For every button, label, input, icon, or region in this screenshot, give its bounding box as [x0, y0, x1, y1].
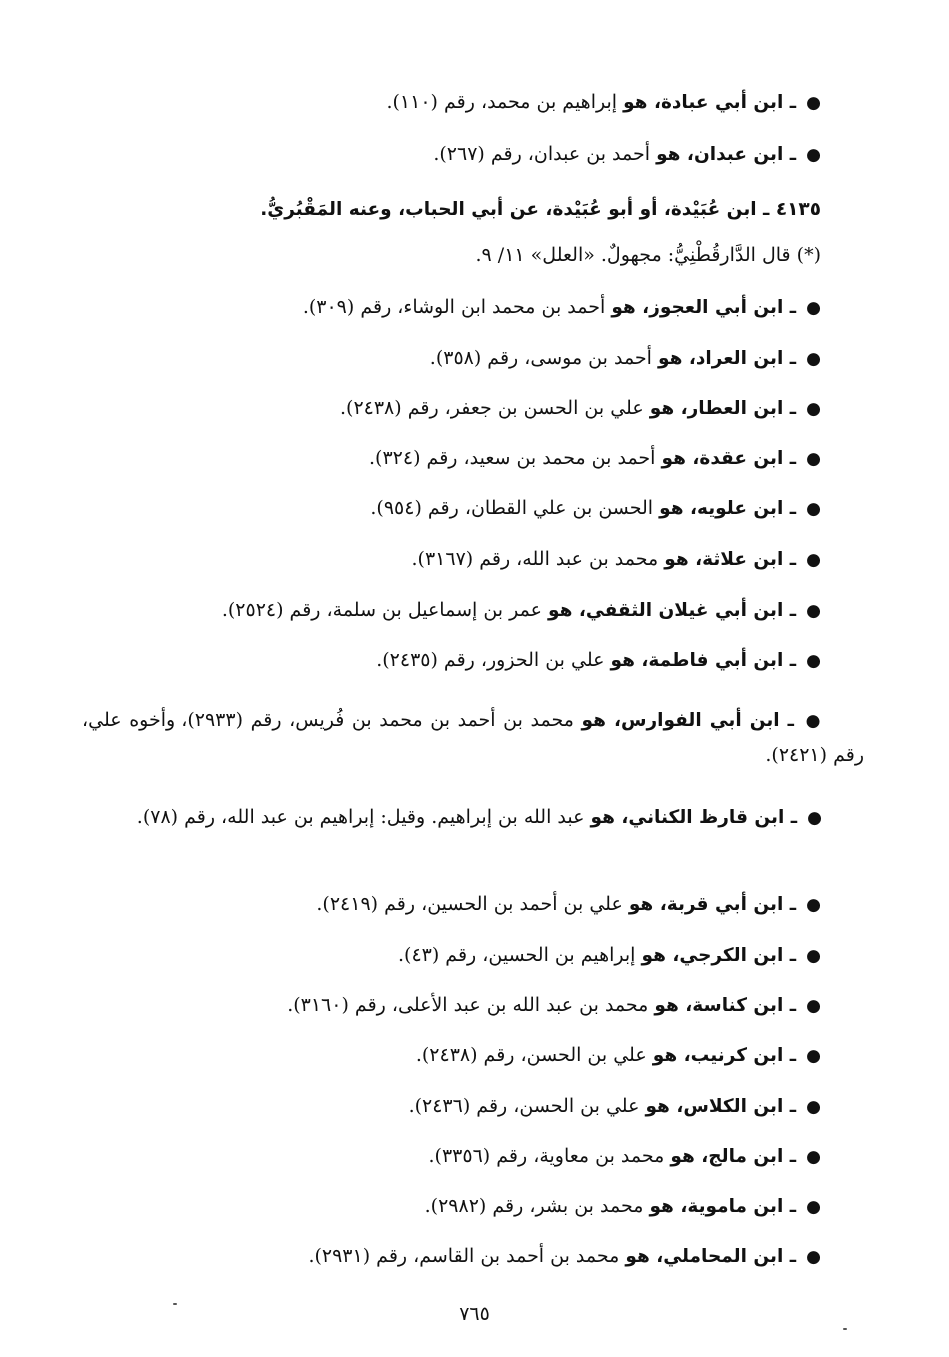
entry-name: ـ ابن علويه، هو [659, 498, 797, 519]
index-entry [82, 703, 864, 772]
bullet-icon: ● [806, 93, 821, 113]
numbered-entry-heading [260, 196, 821, 223]
index-entry [370, 495, 821, 522]
index-entry [340, 395, 821, 422]
entry-reference: محمد بن عبد الله، رقم (٣١٦٧). [411, 548, 665, 570]
entry-reference: أحمد بن محمد بن سعيد، رقم (٣٢٤). [369, 447, 662, 469]
index-entry [222, 597, 821, 624]
entry-name: ـ ابن الكرجي، هو [641, 945, 797, 966]
entry-name: ـ ابن عقدة، هو [661, 448, 797, 469]
bullet-icon: ● [806, 399, 821, 419]
bullet-icon: ● [805, 711, 822, 731]
entry-name: ـ ابن علاثة، هو [664, 549, 797, 570]
entry-reference: عبد الله بن إبراهيم. وقيل: إبراهيم بن عبد الله، رقم (٧٨). [136, 806, 591, 828]
entry-name: ـ ابن أبي غيلان الثقفي، هو [547, 600, 797, 621]
entry-name: ـ ابن أبي قربة، هو [628, 894, 797, 915]
index-entry [416, 1042, 821, 1069]
bullet-icon: ● [806, 601, 821, 621]
entry-name: ـ ابن أبي الفوارس، هو [581, 710, 794, 731]
index-entry [287, 992, 821, 1019]
entry-reference: محمد بن أحمد بن القاسم، رقم (٢٩٣١). [308, 1245, 626, 1267]
entry-name: ـ ابن عبدان، هو [656, 144, 797, 165]
entry-reference: عمر بن إسماعيل بن سلمة، رقم (٢٥٢٤). [221, 599, 548, 621]
index-entry [316, 891, 821, 918]
bullet-icon: ● [806, 1147, 821, 1167]
entry-name: ـ ابن أبي فاطمة، هو [610, 650, 797, 671]
index-entry [412, 546, 822, 573]
index-entry [376, 647, 821, 674]
bullet-icon: ● [807, 808, 822, 828]
entry-reference: محمد بن أحمد بن محمد بن فُريس، رقم (٢٩٣٣)، وأخوه علي، رقم (٢٤٢١). [82, 709, 864, 766]
entry-number: ٤١٣٥ [775, 199, 821, 220]
bullet-icon: ● [806, 349, 821, 369]
entry-reference: علي بن الحسن، رقم (٢٤٣٨). [415, 1044, 653, 1066]
bullet-icon: ● [806, 499, 821, 519]
entry-reference: أحمد بن موسى، رقم (٣٥٨). [429, 347, 658, 369]
bullet-icon: ● [806, 895, 821, 915]
bullet-icon: ● [806, 298, 821, 318]
entry-reference: محمد بن معاوية، رقم (٣٣٥٦). [428, 1145, 671, 1167]
bullet-icon: ● [806, 946, 821, 966]
index-entry [429, 1143, 821, 1170]
bullet-icon: ● [806, 1197, 821, 1217]
entry-name: ـ ابن أبي عبادة، هو [623, 92, 797, 113]
index-entry [430, 345, 821, 372]
bullet-icon: ● [806, 1247, 821, 1267]
entry-name: ـ ابن كرنيب، هو [652, 1045, 797, 1066]
bullet-icon: ● [806, 1097, 821, 1117]
entry-name: ـ ابن كناسة، هو [654, 995, 797, 1016]
entry-reference: علي بن أحمد بن الحسين، رقم (٢٤١٩). [316, 893, 629, 915]
index-entry [369, 445, 821, 472]
entry-reference: علي بن الحزور، رقم (٢٤٣٥). [376, 649, 611, 671]
scan-speck [843, 1328, 847, 1330]
entry-name: ـ ابن العطار، هو [649, 398, 797, 419]
entry-reference: محمد بن عبد الله بن عبد الأعلى، رقم (٣١٦٠). [287, 994, 655, 1016]
index-entry [386, 89, 821, 116]
entry-reference: إبراهيم بن الحسين، رقم (٤٣). [397, 944, 642, 966]
entry-name: ـ ابن العراد، هو [658, 348, 797, 369]
bullet-icon: ● [806, 996, 821, 1016]
index-entry [425, 1193, 821, 1220]
entry-reference: الحسن بن علي القطان، رقم (٩٥٤). [370, 497, 660, 519]
entry-reference: علي بن الحسن، رقم (٢٤٣٦). [408, 1095, 646, 1117]
bullet-icon: ● [806, 550, 821, 570]
page-number: ٧٦٥ [459, 1303, 490, 1325]
entry-name: ـ ابن مالج، هو [670, 1146, 797, 1167]
index-entry [303, 294, 821, 321]
entry-reference: أحمد بن عبدان، رقم (٢٦٧). [433, 143, 657, 165]
index-entry [82, 800, 864, 835]
entry-name: ـ ابن أبي العجوز، هو [611, 297, 797, 318]
entry-reference: إبراهيم بن محمد، رقم (١١٠). [386, 91, 624, 113]
note-text: (*) قال الدَّارقُطْنِيُّ: مجهولٌ. «العلل» ١١/ ٩. [475, 244, 821, 266]
entry-name: ـ ابن المحاملي، هو [625, 1246, 797, 1267]
index-entry [398, 942, 821, 969]
scan-speck [173, 1303, 177, 1305]
entry-reference: علي بن الحسن بن جعفر، رقم (٢٤٣٨). [339, 397, 650, 419]
bullet-icon: ● [806, 651, 821, 671]
index-entry [409, 1093, 821, 1120]
bullet-icon: ● [806, 145, 821, 165]
entry-reference: أحمد بن محمد ابن الوشاء، رقم (٣٠٩). [302, 296, 612, 318]
entry-name: ـ ابن ماموية، هو [649, 1196, 797, 1217]
numbered-entry-note [476, 242, 822, 268]
index-entry [308, 1243, 821, 1270]
bullet-icon: ● [806, 1046, 821, 1066]
entry-name: ـ ابن قارظ الكناني، هو [590, 807, 798, 828]
bullet-icon: ● [806, 449, 821, 469]
index-entry [433, 141, 821, 168]
entry-reference: محمد بن بشر، رقم (٢٩٨٢). [424, 1195, 650, 1217]
entry-heading: ـ ابن عُبَيْدة، أو أبو عُبَيْدة، عن أبي الحباب، وعنه المَقْبُريُّ. [260, 199, 776, 220]
entry-name: ـ ابن الكلاس، هو [645, 1096, 797, 1117]
